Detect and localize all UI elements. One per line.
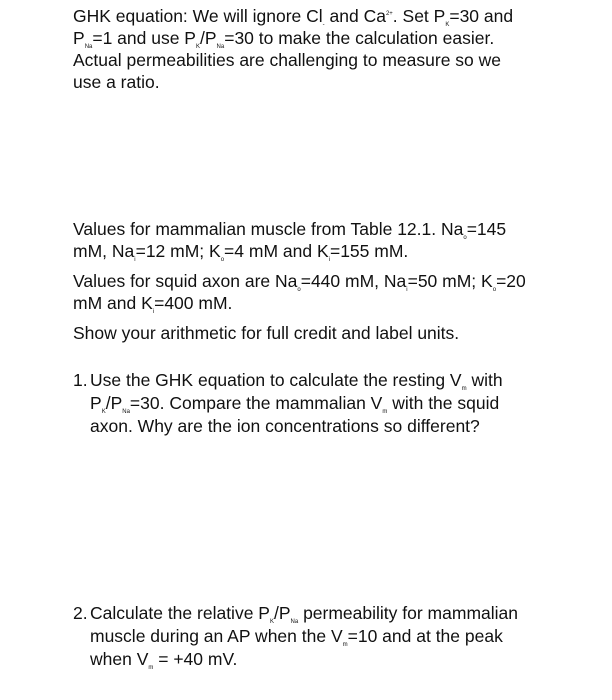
question-1-number: 1. — [73, 370, 88, 390]
intro-line-1: GHK equation: We will ignore $Cl_-$ and $Ca^{2+}$. Set $P_K=30$ and — [73, 6, 514, 28]
intro-line-2: $P_{Na}=1$ and use $P_K/P_{Na}=30$ to make the calculation easier. — [73, 28, 495, 50]
question-2-number: 2. — [73, 603, 88, 623]
intro-paragraph — [73, 5, 553, 93]
mammalian-values: Values for mammalian muscle from Table 12.1. $Na_o=145$ mM, $Na_i=12$ mM; $K_o=4$ mM and $K_i=155$ mM. — [73, 219, 507, 263]
question-2: 2. Calculate the relative $P_K/P_{Na}$ permeability for mammalian muscle during an AP when the $V_m=10$ and at the peak when $V_m = +40$ mV. — [73, 603, 518, 671]
instructions-note: Show your arithmetic for full credit and label units. — [73, 323, 460, 343]
squid-values: Values for squid axon are $Na_o=440$ mM, $Na_i=50$ mM; $K_o=20$ mM and $K_i=400$ mM. — [73, 271, 526, 315]
intro-line-4: use a ratio. — [73, 72, 160, 92]
intro-line-3: Actual permeabilities are challenging to measure so we — [73, 50, 502, 70]
question-1: 1. Use the GHK equation to calculate the resting $V_m$ with $P_K/P_{Na}=30$. Compare the mammalian $V_m$ with the squid axon. Why are the ion concentrations so different? — [73, 370, 503, 436]
